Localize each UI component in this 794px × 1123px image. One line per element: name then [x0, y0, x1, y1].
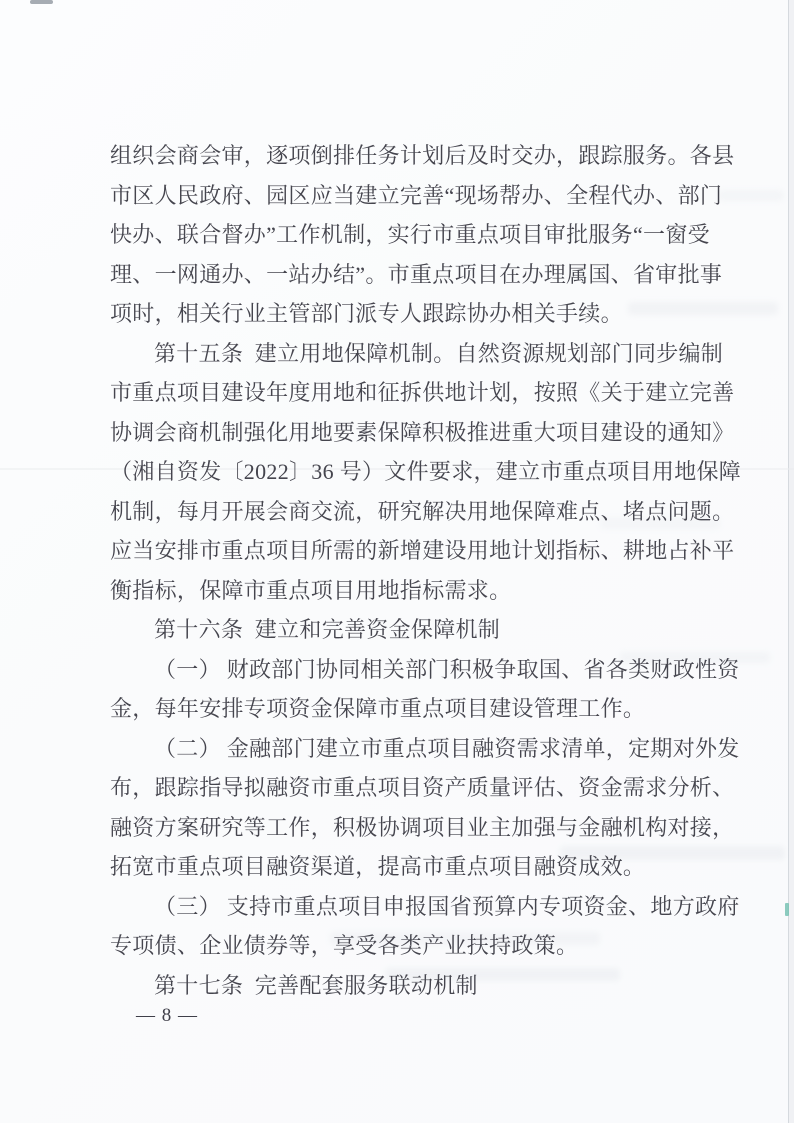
clause-2-line: （二） 金融部门建立市重点项目融资需求清单，定期对外发	[154, 735, 740, 761]
text-line: 金，每年安排专项资金保障市重点项目建设管理工作。	[110, 696, 646, 721]
text-line: 融资方案研究等工作，积极协调项目业主加强与金融机构对接，	[110, 814, 735, 840]
text-line: 衡指标，保障市重点项目用地指标需求。	[110, 577, 512, 603]
document-body	[110, 136, 742, 1005]
text-line: 拓宽市重点项目融资渠道，提高市重点项目融资成效。	[110, 854, 646, 879]
text-line: 布，跟踪指导拟融资市重点项目资产质量评估、资金需求分析、	[110, 775, 735, 800]
clause-3-line: （三） 支持市重点项目申报国省预算内专项资金、地方政府	[154, 893, 740, 919]
text-line: 组织会商会审，逐项倒排任务计划后及时交办，跟踪服务。各县	[110, 143, 735, 168]
text-line: 市重点项目建设年度用地和征拆供地计划，按照《关于建立完善	[110, 380, 735, 405]
text-line: （湘自资发〔2022〕36 号）文件要求，建立市重点项目用地保障	[110, 459, 742, 484]
text-line: 市区人民政府、园区应当建立完善“现场帮办、全程代办、部门	[110, 182, 723, 208]
scan-edge-strip	[789, 0, 794, 1123]
text-line: 项时，相关行业主管部门派专人跟踪协办相关手续。	[110, 301, 623, 326]
text-line: 理、一网通办、一站办结”。市重点项目在办理属国、省审批事	[110, 261, 723, 287]
article-17-heading-line: 第十七条 完善配套服务联动机制	[154, 972, 478, 998]
scan-corner-mark	[30, 0, 53, 4]
text-line: 快办、联合督办”工作机制，实行市重点项目审批服务“一窗受	[110, 222, 710, 247]
clause-1-line: （一） 财政部门协同相关部门积极争取国、省各类财政性资	[154, 656, 740, 682]
text-line: 协调会商机制强化用地要素保障积极推进重大项目建设的通知》	[110, 419, 735, 445]
text-line: 应当安排市重点项目所需的新增建设用地计划指标、耕地占补平	[110, 538, 735, 563]
text-line: 专项债、企业债券等，享受各类产业扶持政策。	[110, 933, 579, 958]
page-number: — 8 —	[136, 1005, 198, 1026]
bleedthrough-smudge	[718, 190, 784, 201]
teal-edge-mark	[785, 903, 789, 916]
text-line: 机制，每月开展会商交流，研究解决用地保障难点、堵点问题。	[110, 498, 735, 524]
article-16-heading-line: 第十六条 建立和完善资金保障机制	[154, 617, 501, 642]
article-15-heading-line: 第十五条 建立用地保障机制。自然资源规划部门同步编制	[154, 340, 724, 366]
